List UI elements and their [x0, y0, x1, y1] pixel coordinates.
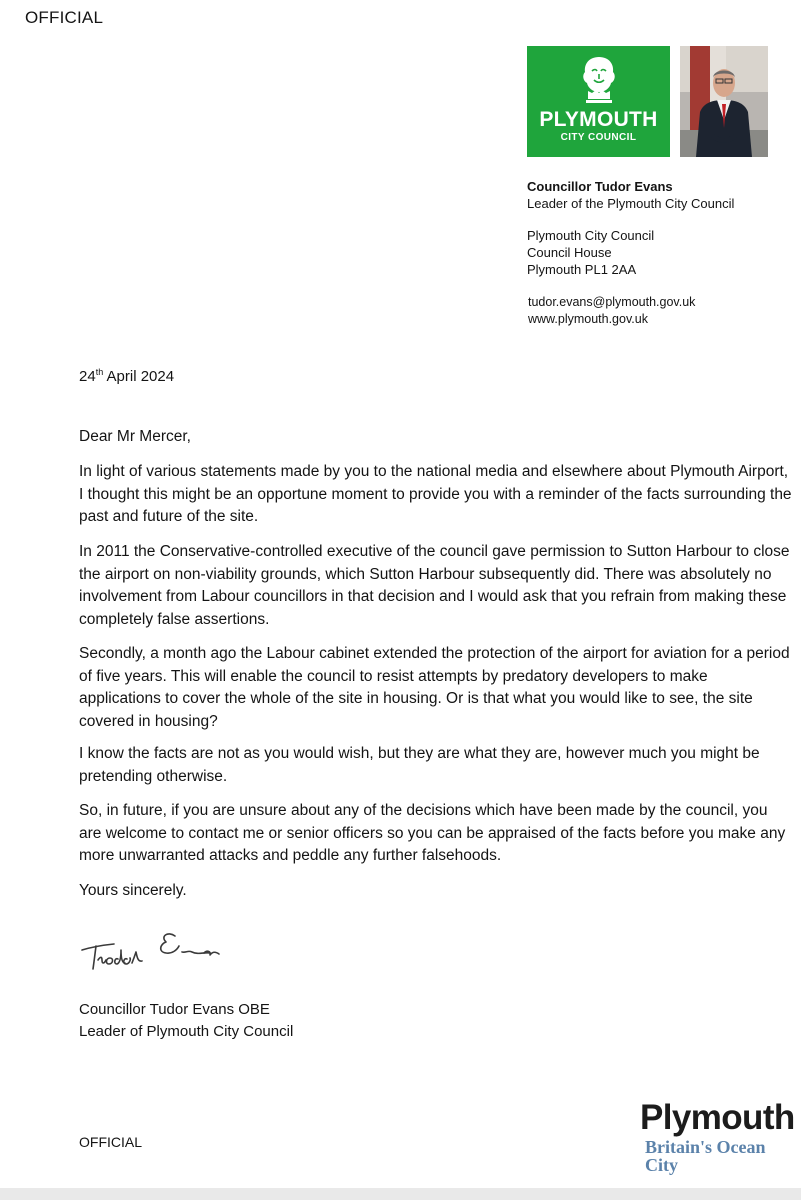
- contact-website[interactable]: www.plymouth.gov.uk: [528, 311, 648, 326]
- letter-date: [79, 367, 174, 385]
- lion-crest-icon: [577, 54, 621, 106]
- address-line: Plymouth PL1 2AA: [527, 262, 637, 277]
- body-paragraph: Secondly, a month ago the Labour cabinet extended the protection of the airport for aviation for a period of five years. This will enable the council to resist attempts by predatory developers to make applications to cover the whole of the site in housing. Or is that what you would like to see, the site covered in housing?: [79, 645, 790, 730]
- signoff-block: [79, 999, 293, 1043]
- footer-logo: [640, 1098, 801, 1174]
- classification-marking-top: OFFICIAL: [25, 8, 104, 27]
- signoff-role: Leader of Plymouth City Council: [79, 1023, 294, 1040]
- date-month-year: April 2024: [103, 368, 175, 385]
- councillor-portrait: [680, 46, 768, 157]
- footer-logo-wordmark: Plymouth: [640, 1098, 795, 1137]
- address-line: Council House: [527, 245, 612, 260]
- address-line: Plymouth City Council: [527, 228, 655, 243]
- sender-role: Leader of the Plymouth City Council: [527, 196, 735, 211]
- closing: Yours sincerely.: [79, 882, 187, 899]
- sender-name: Councillor Tudor Evans: [527, 179, 673, 194]
- council-logo: [527, 46, 670, 157]
- body-paragraph: In 2011 the Conservative-controlled executive of the council gave permission to Sutton Harbour to close the airport on non-viability grounds, which Sutton Harbour subsequently did. There was absolutely no involvement from Labour councillors in that decision and I would ask that you refrain from making these completely false assertions.: [79, 543, 790, 628]
- body-paragraph: I know the facts are not as you would wish, but they are what they are, however much you might be pretending otherwise.: [79, 745, 760, 785]
- logo-title: PLYMOUTH: [539, 108, 658, 131]
- handwritten-signature: [80, 922, 240, 987]
- date-suffix: th: [95, 367, 104, 377]
- body-paragraph: So, in future, if you are unsure about any of the decisions which have been made by the council, you are welcome to contact me or senior officers so you can be appraised of the facts before you make any more unwarranted attacks and peddle any further falsehoods.: [79, 802, 786, 864]
- sender-address: [527, 227, 654, 278]
- contact-block: [528, 294, 695, 327]
- footer-logo-tagline: Britain's Ocean City: [645, 1137, 766, 1175]
- body-paragraph: In light of various statements made by you to the national media and elsewhere about Plymouth Airport, I thought this might be an opportune moment to provide you with a reminder of the facts surrounding the past and future of the site.: [79, 463, 792, 525]
- logo-subtitle: CITY COUNCIL: [560, 132, 637, 143]
- sender-block: [527, 178, 734, 212]
- contact-email[interactable]: tudor.evans@plymouth.gov.uk: [528, 295, 696, 309]
- date-day: 24: [79, 368, 96, 385]
- page-bottom-band: [0, 1188, 801, 1200]
- signoff-name: Councillor Tudor Evans OBE: [79, 1001, 270, 1018]
- classification-marking-bottom: OFFICIAL: [79, 1134, 143, 1150]
- salutation: Dear Mr Mercer,: [79, 428, 191, 445]
